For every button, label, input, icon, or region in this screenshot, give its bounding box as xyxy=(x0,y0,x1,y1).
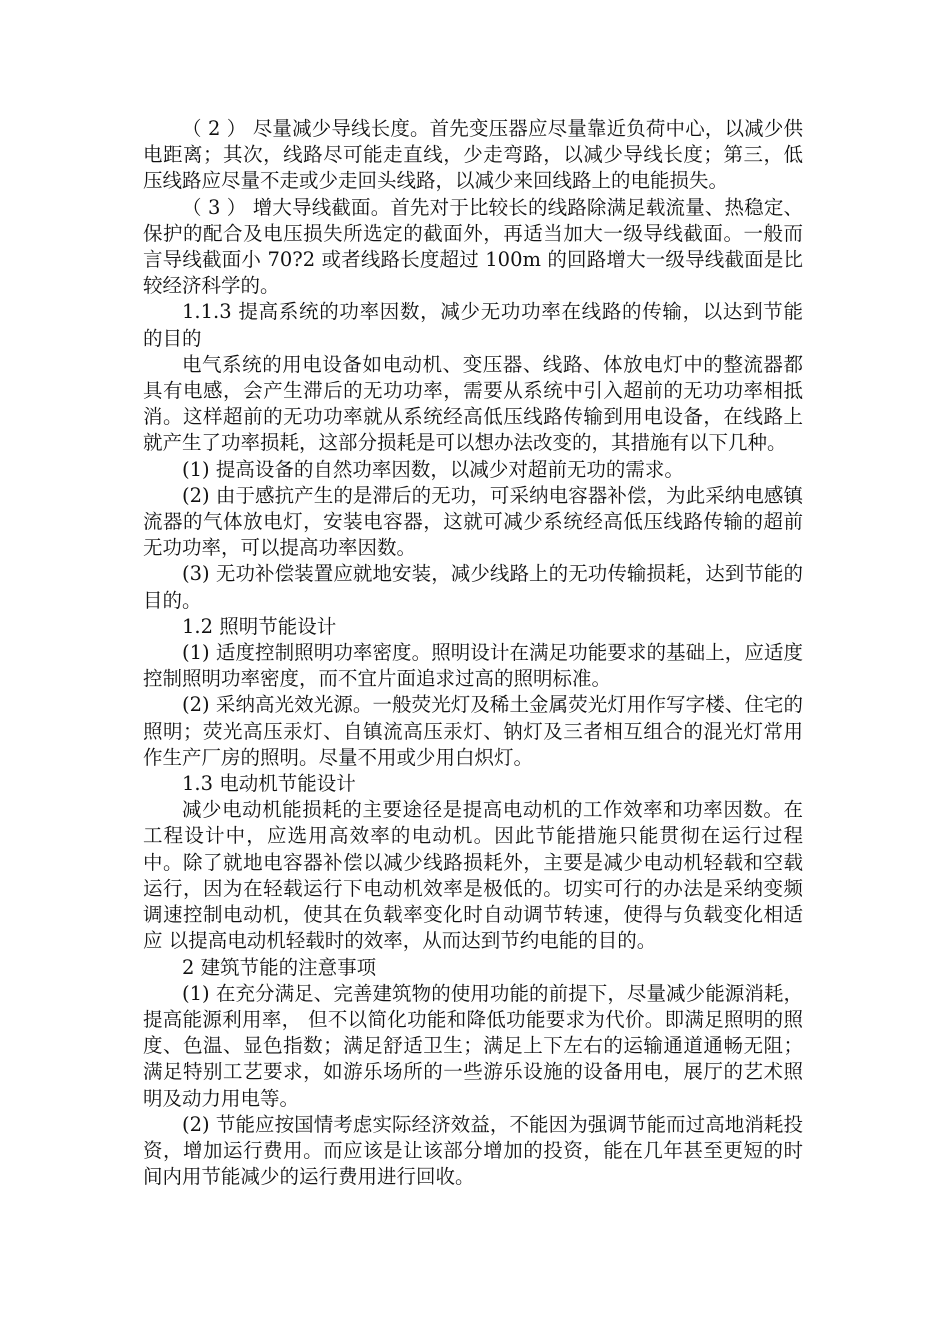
paragraph-increase-wire-section: （ 3 ） 增大导线截面。首先对于比较长的线路除满足载流量、热稳定、保护的配合及电压损失所选定的截面外，再适当加大一级导线截面。一般而言导线截面小 70?2 或者线路长度超过 100m 的回路增大一级导线截面是比较经济科学的。 xyxy=(143,195,803,298)
list-item-local-compensation: (3) 无功补偿装置应就地安装，减少线路上的无功传输损耗，达到节能的目的。 xyxy=(143,562,803,612)
paragraph-reduce-wire-length: （ 2 ） 尽量减少导线长度。首先变压器应尽量靠近负荷中心，以减少供电距离；其次，线路尽可能走直线，少走弯路，以减少导线长度；第三，低压线路应尽量不走或少走回头线路，以减少来回线路上的电能损失。 xyxy=(143,117,803,193)
list-item-capacitor-compensation: (2) 由于感抗产生的是滞后的无功，可采纳电容器补偿，为此采纳电感镇流器的气体放电灯，安装电容器，这就可减少系统经高低压线路传输的超前无功功率，可以提高功率因数。 xyxy=(143,483,803,560)
paragraph-reactive-power: 电气系统的用电设备如电动机、变压器、线路、体放电灯中的整流器都具有电感，会产生滞后的无功功率，需要从系统中引入超前的无功功率相抵消。这样超前的无功功率就从系统经高低压线路传输到用电设备，在线路上就产生了功率损耗，这部分损耗是可以想办法改变的，其措施有以下几种。 xyxy=(143,352,803,455)
heading-motor-design: 1.3 电动机节能设计 xyxy=(182,772,356,796)
list-item-lighting-power-density: (1) 适度控制照明功率密度。照明设计在满足功能要求的基础上，应适度控制照明功率密度，而不宜片面追求过高的照明标准。 xyxy=(143,641,803,691)
document-page xyxy=(143,116,803,1190)
paragraph-motor-efficiency: 减少电动机能损耗的主要途径是提高电动机的工作效率和功率因数。在工程设计中，应选用高效率的电动机。因此节能措施只能贯彻在运行过程中。除了就地电容器补偿以减少线路损耗外，主要是减少电动机轻载和空载运行，因为在轻载运行下电动机效率是极低的。切实可行的办法是采纳变频调速控制电动机，使其在负载率变化时自动调节转速，使得与负载变化相适应 以提高电动机轻载时的效率，从而达到节约电能的目的。 xyxy=(143,798,803,953)
heading-building-energy-notes: 2 建筑节能的注意事项 xyxy=(182,955,377,979)
heading-lighting-design: 1.2 照明节能设计 xyxy=(182,614,337,638)
list-item-natural-power-factor: (1) 提高设备的自然功率因数，以减少对超前无功的需求。 xyxy=(182,457,684,481)
list-item-economic-benefit: (2) 节能应按国情考虑实际经济效益，不能因为强调节能而过高地消耗投资，增加运行费用。而应该是让该部分增加的投资，能在几年甚至更短的时间内用节能减少的运行费用进行回收。 xyxy=(143,1112,803,1189)
list-item-function-first: (1) 在充分满足、完善建筑物的使用功能的前提下，尽量减少能源消耗，提高能源利用率， 但不以简化功能和降低功能要求为代价。即满足照明的照度、色温、显色指数；满足舒适卫生；满足上下左右的运输通道通畅无阻；满足特别工艺要求，如游乐场所的一些游乐设施的设备用电，展厅的艺术照明及动力用电等。 xyxy=(143,981,803,1110)
list-item-efficient-light-source: (2) 采纳高光效光源。一般荧光灯及稀土金属荧光灯用作写字楼、住宅的照明；荧光高压汞灯、自镇流高压汞灯、钠灯及三者相互组合的混光灯常用作生产厂房的照明。尽量不用或少用白炽灯。 xyxy=(143,693,803,769)
heading-power-factor: 1.1.3 提高系统的功率因数，减少无功功率在线路的传输，以达到节能的目的 xyxy=(143,300,803,350)
